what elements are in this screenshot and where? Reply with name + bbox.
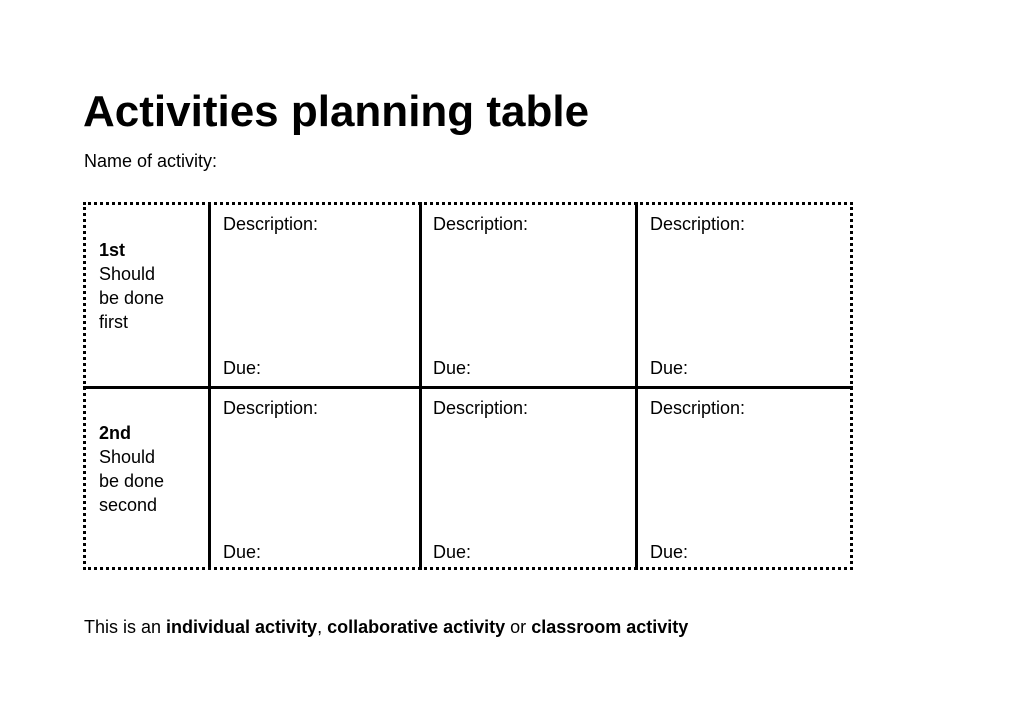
row-label-line: second <box>99 495 158 515</box>
activity-type-statement <box>84 616 688 638</box>
row-ordinal: 2nd <box>99 423 132 443</box>
due-label: Due: <box>650 358 689 378</box>
row-label-line: be done <box>99 288 165 308</box>
due-label: Due: <box>650 542 689 562</box>
planning-table <box>83 202 853 570</box>
footer-separator: , <box>317 617 328 637</box>
option-classroom: classroom activity <box>531 617 689 637</box>
row-label-line: be done <box>99 471 165 491</box>
description-label: Description: <box>223 214 319 234</box>
due-label: Due: <box>433 358 472 378</box>
row-label-line: Should <box>99 264 156 284</box>
description-label: Description: <box>650 214 746 234</box>
option-collaborative: collaborative activity <box>327 617 506 637</box>
row-divider <box>83 386 853 389</box>
option-individual: individual activity <box>166 617 318 637</box>
row-label-second <box>99 421 164 517</box>
footer-separator: or <box>505 617 532 637</box>
row-ordinal: 1st <box>99 240 126 260</box>
footer-prefix: This is an <box>84 617 167 637</box>
activity-name-label: Name of activity: <box>84 151 218 171</box>
row-label-first <box>99 238 164 334</box>
page-title: Activities planning table <box>83 87 590 136</box>
due-label: Due: <box>223 542 262 562</box>
description-label: Description: <box>433 214 529 234</box>
due-label: Due: <box>433 542 472 562</box>
due-label: Due: <box>223 358 262 378</box>
description-label: Description: <box>223 398 319 418</box>
row-label-line: Should <box>99 447 156 467</box>
description-label: Description: <box>433 398 529 418</box>
description-label: Description: <box>650 398 746 418</box>
row-label-line: first <box>99 312 128 332</box>
